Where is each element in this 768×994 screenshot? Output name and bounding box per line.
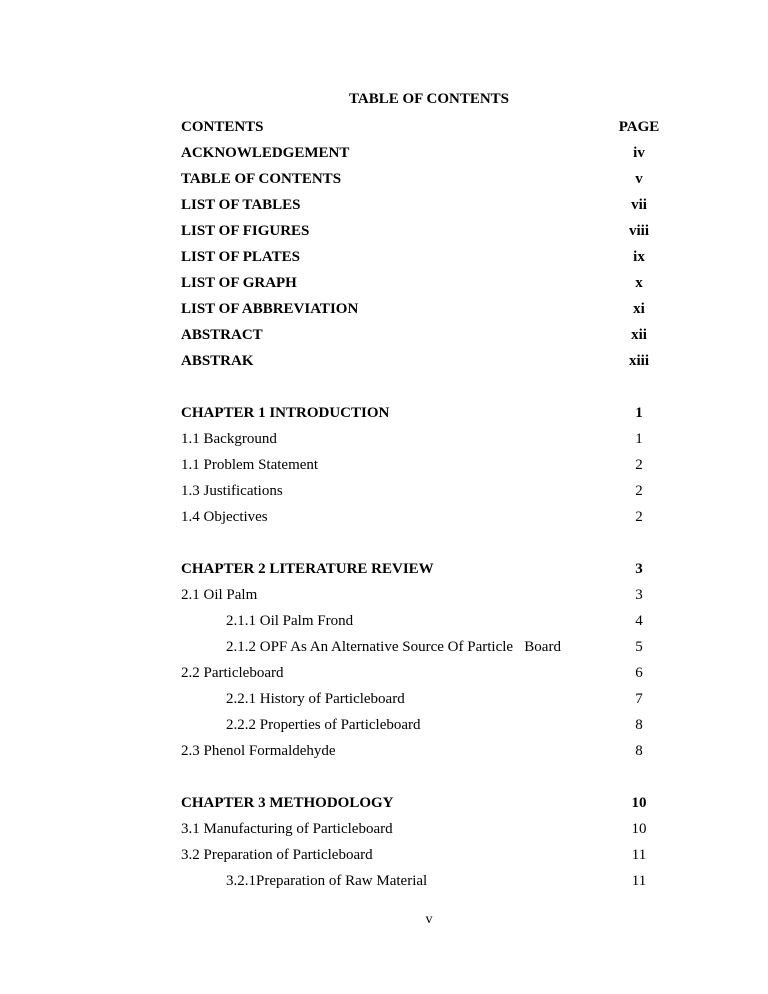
toc-entry-label: 2.3 Phenol Formaldehyde <box>181 743 336 759</box>
section-spacer <box>181 764 661 790</box>
toc-entry-label: LIST OF GRAPH <box>181 275 297 291</box>
toc-entry-label: 2.2.2 Properties of Particleboard <box>226 717 421 733</box>
toc-entry-page: 10 <box>631 795 647 811</box>
section-spacer <box>181 530 661 556</box>
toc-entry <box>181 452 661 478</box>
toc-entry-page: 7 <box>635 691 643 707</box>
toc-entry-page: 3 <box>635 561 643 577</box>
toc-entry <box>181 296 661 322</box>
toc-entry-label: LIST OF TABLES <box>181 197 301 213</box>
toc-entry <box>181 244 661 270</box>
toc-entry-label: 3.1 Manufacturing of Particleboard <box>181 821 393 837</box>
toc-entry-page: 10 <box>631 821 647 837</box>
toc-entry <box>181 582 661 608</box>
toc-subentry <box>181 686 661 712</box>
toc-entry <box>181 270 661 296</box>
toc-entry <box>181 348 661 374</box>
toc-entry-page: 1 <box>635 405 643 421</box>
toc-entry-page: 8 <box>635 743 643 759</box>
toc-entry <box>181 842 661 868</box>
toc-header-row <box>181 114 661 140</box>
toc-entry-page: ix <box>633 249 645 265</box>
toc-entry-label: LIST OF PLATES <box>181 249 300 265</box>
toc-subentry <box>181 868 661 894</box>
toc-entry-label: 2.1.2 OPF As An Alternative Source Of Particle Board <box>226 639 561 655</box>
toc-entry-label: ABSTRAK <box>181 353 254 369</box>
toc-entry-page: v <box>635 171 643 187</box>
toc-entry <box>181 218 661 244</box>
toc-entry-page: 3 <box>635 587 643 603</box>
toc-entry <box>181 426 661 452</box>
toc-entry <box>181 140 661 166</box>
toc-list <box>181 114 661 894</box>
toc-entry-page: iv <box>633 145 645 161</box>
toc-entry-page: 2 <box>635 457 643 473</box>
toc-entry-label: TABLE OF CONTENTS <box>181 171 342 187</box>
page-number: v <box>425 912 433 927</box>
toc-entry <box>181 504 661 530</box>
toc-entry <box>181 478 661 504</box>
toc-entry-label: 1.4 Objectives <box>181 509 268 525</box>
toc-entry-label: 3.2 Preparation of Particleboard <box>181 847 373 863</box>
toc-entry-label: 3.2.1Preparation of Raw Material <box>226 873 428 889</box>
toc-entry-page: 11 <box>631 847 647 863</box>
toc-entry-page: xiii <box>628 353 649 369</box>
toc-entry-label: LIST OF FIGURES <box>181 223 310 239</box>
toc-entry-page: 5 <box>635 639 643 655</box>
toc-entry <box>181 660 661 686</box>
toc-entry-page: 2 <box>635 483 643 499</box>
toc-entry <box>181 738 661 764</box>
toc-entry-label: 1.3 Justifications <box>181 483 283 499</box>
toc-entry-page: 11 <box>631 873 647 889</box>
toc-entry <box>181 322 661 348</box>
toc-entry-page: 1 <box>635 431 643 447</box>
toc-subentry <box>181 712 661 738</box>
toc-entry-label: CHAPTER 2 LITERATURE REVIEW <box>181 561 434 577</box>
toc-entry-label: LIST OF ABBREVIATION <box>181 301 359 317</box>
chapter-heading <box>181 400 661 426</box>
toc-entry-label: 2.1.1 Oil Palm Frond <box>226 613 354 629</box>
toc-entry-label: 2.1 Oil Palm <box>181 587 258 603</box>
contents-column-header: CONTENTS <box>181 119 264 135</box>
toc-entry-page: xii <box>631 327 647 343</box>
chapter-heading <box>181 556 661 582</box>
toc-entry-label: ABSTRACT <box>181 327 263 343</box>
toc-entry-page: 6 <box>635 665 643 681</box>
toc-entry-page: 4 <box>635 613 643 629</box>
toc-subentry <box>181 608 661 634</box>
toc-entry-page: viii <box>628 223 649 239</box>
toc-entry-label: ACKNOWLEDGEMENT <box>181 145 350 161</box>
toc-entry-label: CHAPTER 1 INTRODUCTION <box>181 405 390 421</box>
toc-entry-page: x <box>635 275 643 291</box>
chapter-heading <box>181 790 661 816</box>
toc-subentry <box>181 634 661 660</box>
toc-entry-label: CHAPTER 3 METHODOLOGY <box>181 795 394 811</box>
toc-entry-page: 8 <box>635 717 643 733</box>
toc-entry <box>181 166 661 192</box>
toc-entry <box>181 816 661 842</box>
toc-entry-page: xi <box>633 301 645 317</box>
toc-entry-page: 2 <box>635 509 643 525</box>
toc-entry <box>181 192 661 218</box>
toc-entry-label: 1.1 Background <box>181 431 277 447</box>
page-column-header: PAGE <box>618 119 660 135</box>
toc-entry-label: 2.2.1 History of Particleboard <box>226 691 405 707</box>
section-spacer <box>181 374 661 400</box>
toc-entry-page: vii <box>631 197 647 213</box>
page-title: TABLE OF CONTENTS <box>348 91 510 107</box>
toc-entry-label: 2.2 Particleboard <box>181 665 284 681</box>
toc-entry-label: 1.1 Problem Statement <box>181 457 319 473</box>
